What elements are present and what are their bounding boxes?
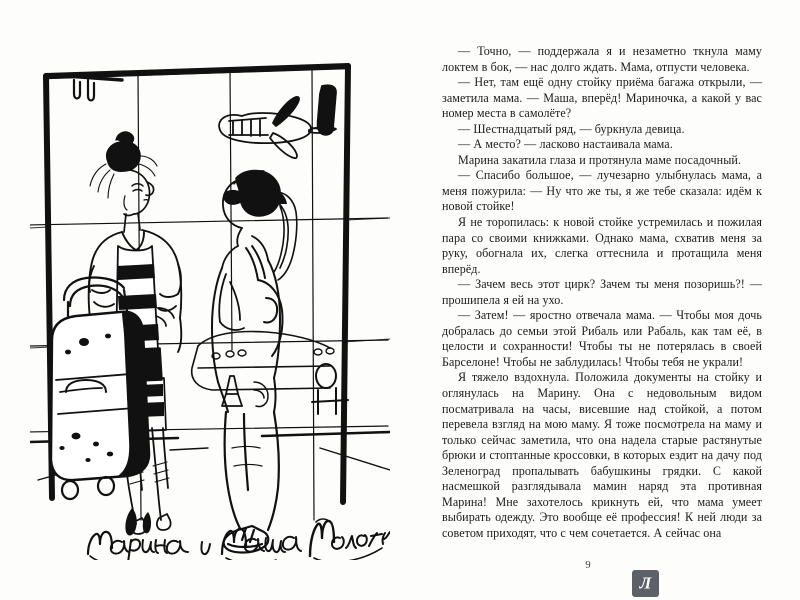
page-footer [420,558,800,600]
paragraph: — Точно, — поддержала я и незаметно ткнула маму локтем в бок, — нас долго ждать. Мама, отпусти человека. [442,44,762,74]
body-text-column [442,44,762,542]
paragraph: — Затем! — яростно отвечала мама. — Чтобы моя дочь добралась до семьи этой Рибаль или Рабаль, как там её, в целости и сохранности! Чтобы ты не потерялась в своей Барселоне! Чтобы не заблудилась! Чтобы тебя не украли! [442,308,762,369]
paragraph: Я не торопилась: к новой стойке устремилась и пожилая пара со своими книжками. Однако мама, схватив меня за руку, обогнала их, слегка оттеснила и протащила меня вперёд. [442,215,762,276]
paragraph: — Спасибо большое, — лучезарно улыбнулась мама, а меня пожурила: — Ну что же ты, я же тебе сказала: идём к новой стойке! [442,168,762,214]
page-number: 9 [585,560,591,571]
paragraph: Я тяжело вздохнула. Положила документы на стойку и оглянулась на Марину. Она с недовольным видом посматривала на часы, висевшие над стойкой, а потом перевела взгляд на мою маму. Я тоже посмотрела на маму и только сейчас заметила, что она надела старые растянутые брюки и стоптанные кроссовки, в которых ездит на дачу под Зеленоград пропалывать бабушкины грядки. С какой насмешкой разглядывала мамин наряд эта противная Марина! Мне захотелось крикнуть ей, что мама умеет выбирать одежду. Это вообще её профессия! К ней люди за советом приходят, что с чем сочетается. А сейчас она [442,370,762,540]
right-page [420,0,800,600]
paragraph: — Шестнадцатый ряд, — буркнула девица. [458,121,685,136]
airport-illustration [30,50,390,560]
illustration-drawing [30,50,390,560]
paragraph: — Нет, там ещё одну стойку приёма багажа открыли, — заметила мама. — Маша, вперёд! Мариночка, а какой у вас номер места в самолёте? [442,75,762,121]
paragraph: — Зачем весь этот цирк? Зачем ты меня позоришь?! — прошипела я ей на ухо. [442,277,762,307]
paragraph: — А место? — ласково настаивала мама. [458,137,673,152]
publisher-logo-letter: Л [639,573,652,593]
paragraph: Марина закатила глаза и протянула маме посадочный. [458,152,741,167]
publisher-logo [632,570,659,597]
